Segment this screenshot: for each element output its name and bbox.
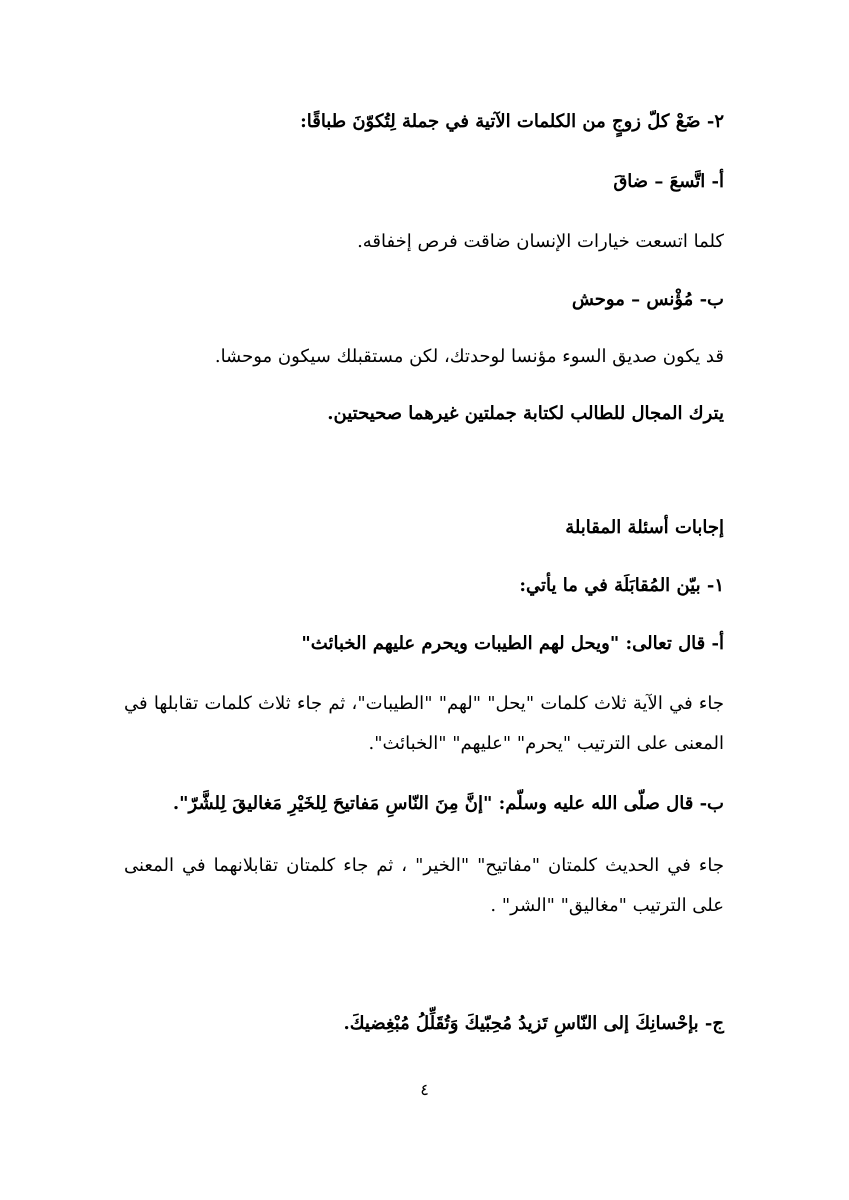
item-a-explanation: جاء في الآية ثلاث كلمات "يحل" "لهم" "الطيبات"، ثم جاء ثلاث كلمات تقابلها في المعنى على الترتيب "يحرم" "عليهم" "الخبائث".	[124, 693, 724, 754]
pair-a-label: أ- اتَّسعَ – ضاقَ	[613, 171, 724, 192]
pair-b-sentence: قد يكون صديق السوء مؤنسا لوحدتك، لكن مستقبلك سيكون موحشا.	[214, 346, 724, 367]
pair-a-sentence: كلما اتسعت خيارات الإنسان ضاقت فرص إخفاقه.	[357, 231, 724, 252]
student-note: يترك المجال للطالب لكتابة جملتين غيرهما صحيحتين.	[327, 403, 724, 424]
item-c-quote: ج- بإحْسانِكَ إلى النّاسِ تَزيدُ مُحِبّيكَ وَتُقَلِّلُ مُبْغِضيكَ.	[343, 1013, 724, 1034]
page-number: ٤	[420, 1080, 429, 1099]
pair-b-label: ب- مُؤْنس – موحش	[571, 289, 724, 310]
question-2-heading: ٢- ضَعْ كلّ زوجٍ من الكلمات الآتية في جملة لِتُكوّنَ طباقًا:	[300, 111, 724, 132]
question-1-heading: ١- بيّن المُقابَلَة في ما يأتي:	[519, 575, 724, 596]
item-b-explanation: جاء في الحديث كلمتان "مفاتيح" "الخير" ، ثم جاء كلمتان تقابلانهما في المعنى على الترتيب "مغاليق" "الشر" .	[124, 855, 724, 916]
item-b-quote: ب- قال صلّى الله عليه وسلّم: "إنَّ مِنَ النّاسِ مَفاتيحَ لِلخَيْرِ مَغاليقَ لِلشَّرّ".	[172, 793, 724, 814]
section-title: إجابات أسئلة المقابلة	[565, 517, 724, 538]
item-a-quote: أ- قال تعالى: "ويحل لهم الطيبات ويحرم عليهم الخبائث"	[301, 633, 724, 654]
